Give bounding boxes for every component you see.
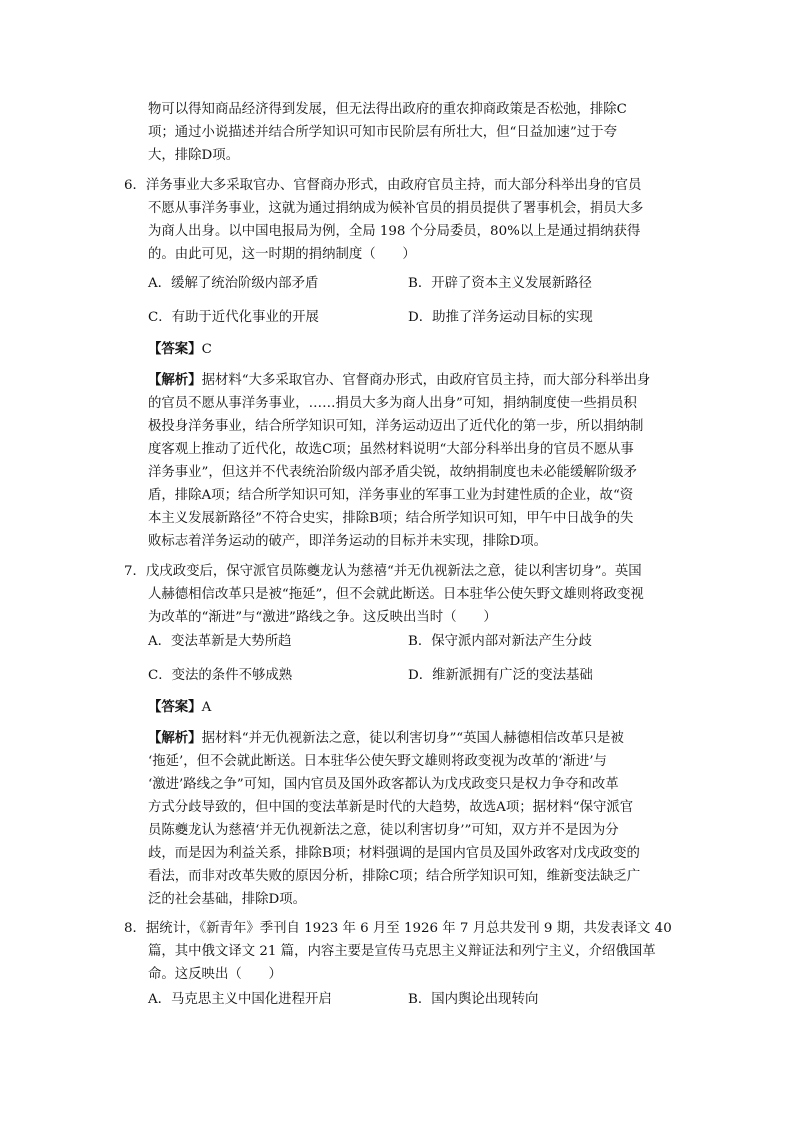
q6-answer-tag: 【答案】 xyxy=(148,341,202,357)
q7-analysis-line-8: 泛的社会基础，排除D项。 xyxy=(148,892,307,907)
q8-stem-line-3: 命。这反映出（ ） xyxy=(148,967,282,982)
q7-analysis-line-2: ‘拖延’，但不会就此断送。日本驻华公使矢野文雄则将政变视为改革的‘渐进’与 xyxy=(148,754,607,769)
q7-analysis-line-7: 看法，而非对改革失败的原因分析，排除C项；结合所学知识可知，维新变法缺乏广 xyxy=(148,869,641,884)
q6-analysis-line-4: 度客观上推动了近代化，故选C项；虽然材料说明“大部分科举出身的官员不愿从事 xyxy=(148,442,634,457)
q7-answer-value: A xyxy=(201,700,212,715)
q6-analysis-line-3: 极投身洋务事业，结合所学知识可知，洋务运动迈出了近代化的第一步，所以捐纳制 xyxy=(148,419,644,434)
q8-option-b: B．国内舆论出现转向 xyxy=(408,992,539,1007)
q6-answer xyxy=(148,338,212,361)
q7-analysis-line-3: ‘激进’路线之争”可知，国内官员及国外政客都认为戊戌政变只是权力争夺和改革 xyxy=(148,777,619,792)
q7-stem-line-1: 7．戊戌政变后，保守派官员陈夔龙认为慈禧“并无仇视新法之意，徒以利害切身”。英国 xyxy=(124,564,642,579)
q7-option-a: A．变法革新是大势所趋 xyxy=(148,634,292,649)
q7-analysis-line-4: 方式分歧导致的，但中国的变法革新是时代的大趋势，故选A项；据材料“保守派官 xyxy=(148,800,634,815)
q6-stem-line-1: 6．洋务事业大多采取官办、官督商办形式，由政府官员主持，而大部分科举出身的官员 xyxy=(124,178,642,193)
q6-answer-value: C xyxy=(201,342,212,357)
q6-analysis-line-6: 盾，排除A项；结合所学知识可知，洋务事业的军事工业为封建性质的企业，故“资 xyxy=(148,488,634,503)
q7-option-d: D．维新派拥有广泛的变法基础 xyxy=(408,668,593,683)
q7-stem-line-3: 为改革的“渐进”与“激进”路线之争。这反映出当时（ ） xyxy=(148,610,497,625)
q6-analysis-line-7: 本主义发展新路径”不符合史实，排除B项；结合所学知识可知，甲午中日战争的失 xyxy=(148,511,634,526)
q6-stem-line-4: 的。由此可见，这一时期的捐纳制度（ ） xyxy=(148,247,416,262)
q7-analysis-first: 据材料“并无仇视新法之意，徒以利害切身”“英国人赫德相信改革只是被 xyxy=(201,731,624,746)
q7-stem-line-2: 人赫德相信改革只是被“拖延”，但不会就此断送。日本驻华公使矢野文雄则将政变视 xyxy=(148,587,644,602)
q6-option-b: B．开辟了资本主义发展新路径 xyxy=(408,276,592,291)
intro-line-3: 大，排除D项。 xyxy=(148,148,240,163)
q6-option-a: A．缓解了统治阶级内部矛盾 xyxy=(148,276,319,291)
q7-answer xyxy=(148,696,211,719)
q6-option-d: D．助推了洋务运动目标的实现 xyxy=(408,310,593,325)
q8-stem-line-2: 篇，其中俄文译文 21 篇，内容主要是宣传马克思主义辩证法和列宁主义，介绍俄国革 xyxy=(148,944,656,959)
q6-option-c: C．有助于近代化事业的开展 xyxy=(148,310,319,325)
q6-stem-line-2: 不愿从事洋务事业，这就为通过捐纳成为候补官员的捐员提供了署事机会，捐员大多 xyxy=(148,201,644,216)
intro-line-1: 物可以得知商品经济得到发展，但无法得出政府的重农抑商政策是否松弛，排除C xyxy=(148,102,627,117)
q6-analysis-line-2: 的官员不愿从事洋务事业，……捐员大多为商人出身”可知，捐纳制度使一些捐员积 xyxy=(148,396,637,411)
q8-option-a: A．马克思主义中国化进程开启 xyxy=(148,992,332,1007)
q7-analysis-line-6: 歧，而是因为利益关系，排除B项；材料强调的是国内官员及国外政客对戊戌政变的 xyxy=(148,846,640,861)
q7-analysis-line-5: 员陈夔龙认为慈禧‘并无仇视新法之意，徒以利害切身’”可知，双方并不是因为分 xyxy=(148,823,619,838)
q8-stem-line-1: 8．据统计，《新青年》季刊自 1923 年 6 月至 1926 年 7 月总共发刊 9 期，共发表译文 40 xyxy=(124,921,672,936)
intro-line-2: 项；通过小说描述并结合所学知识可知市民阶层有所壮大，但“日益加速”过于夸 xyxy=(148,125,617,140)
q7-analysis-tag: 【解析】 xyxy=(148,730,202,746)
q6-analysis-line-5: 洋务事业”，但这并不代表统治阶级内部矛盾尖锐，故纳捐制度也未必能缓解阶级矛 xyxy=(148,465,637,480)
q6-analysis-line-8: 败标志着洋务运动的破产，即洋务运动的目标并未实现，排除D项。 xyxy=(148,534,548,549)
q7-option-b: B．保守派内部对新法产生分歧 xyxy=(408,634,592,649)
q6-analysis-tag: 【解析】 xyxy=(148,372,202,388)
q6-analysis-line-1 xyxy=(148,369,650,392)
q7-answer-tag: 【答案】 xyxy=(148,699,202,715)
q7-analysis-line-1 xyxy=(148,727,624,750)
q7-option-c: C．变法的条件不够成熟 xyxy=(148,668,293,683)
q6-stem-line-3: 为商人出身。以中国电报局为例，全局 198 个分局委员，80%以上是通过捐纳获得 xyxy=(148,224,641,239)
q6-analysis-first: 据材料“大多采取官办、官督商办形式，由政府官员主持，而大部分科举出身 xyxy=(201,373,651,388)
